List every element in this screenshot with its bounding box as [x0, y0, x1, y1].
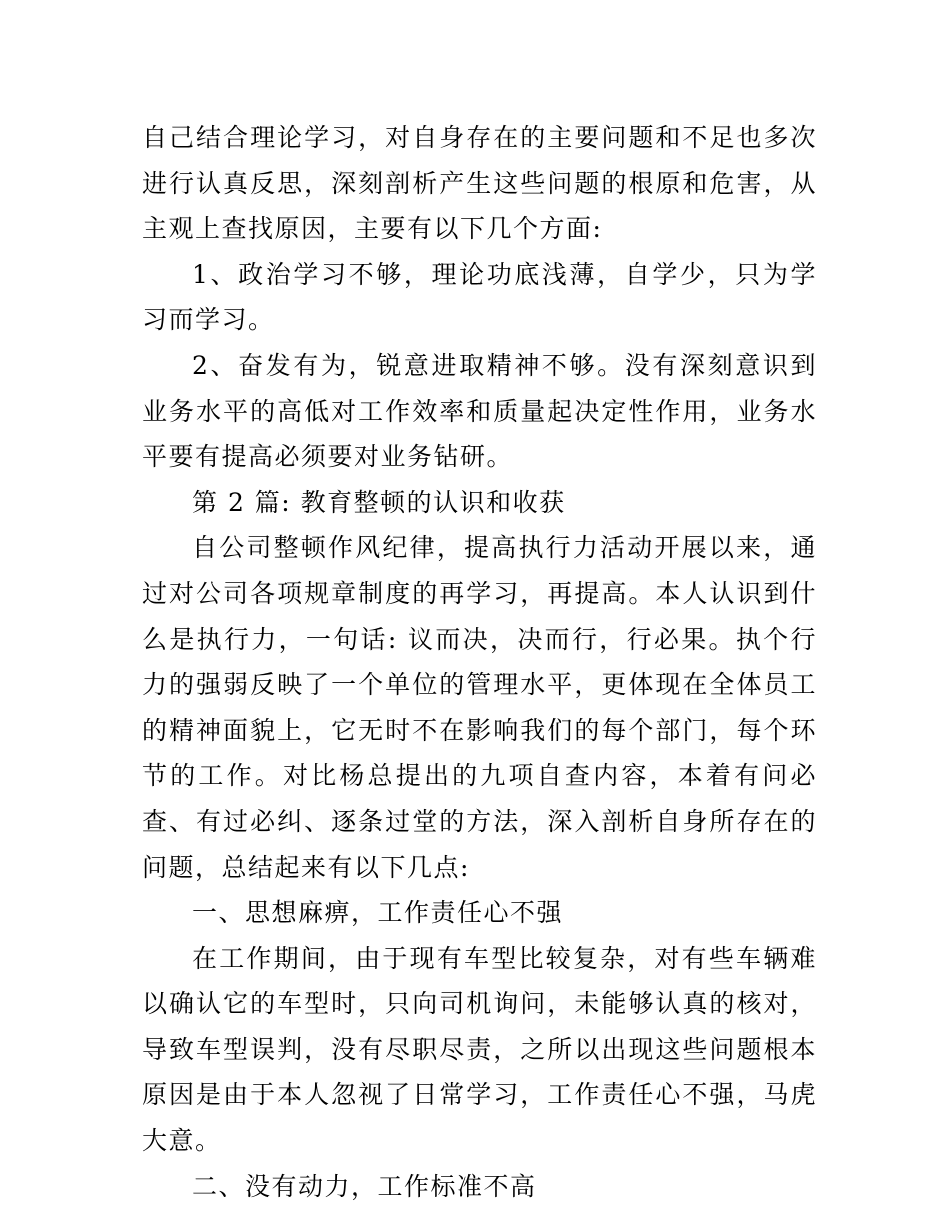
paragraph-3: 2、奋发有为，锐意进取精神不够。没有深刻意识到业务水平的高低对工作效率和质量起决定性作用，业务水平要有提高必须要对业务钻研。 [142, 350, 817, 472]
paragraph-7: 在工作期间，由于现有车型比较复杂，对有些车辆难以确认它的车型时，只向司机询问，未能够认真的核对，导致车型误判，没有尽职尽责，之所以出现这些问题根本原因是由于本人忽视了日常学习，工作责任心不强，马虎大意。 [142, 943, 817, 1156]
subheading-2: 二、没有动力，工作标准不高 [192, 1171, 537, 1201]
paragraph-2: 1、政治学习不够，理论功底浅薄，自学少，只为学习而学习。 [142, 259, 817, 335]
paragraph-5: 自公司整顿作风纪律，提高执行力活动开展以来，通过对公司各项规章制度的再学习，再提高。本人认识到什么是执行力，一句话: 议而决，决而行，行必果。执个行力的强弱反映了一个单位的管理水平，更体现在全体员工的精神面貌上，它无时不在影响我们的每个部门，每个环节的工作。对比杨总提出的九项自查内容，本着有问必查、有过必纠、逐条过堂的方法，深入剖析自身所存在的问题，总结起来有以下几点: [142, 533, 817, 882]
section-heading: 第 2 篇: 教育整顿的认识和收获 [192, 487, 566, 517]
subheading-1: 一、思想麻痹，工作责任心不强 [192, 898, 564, 928]
document-page [142, 115, 817, 1209]
paragraph-1: 自己结合理论学习，对自身存在的主要问题和不足也多次进行认真反思，深刻剖析产生这些问题的根原和危害，从主观上查找原因，主要有以下几个方面: [142, 123, 817, 244]
